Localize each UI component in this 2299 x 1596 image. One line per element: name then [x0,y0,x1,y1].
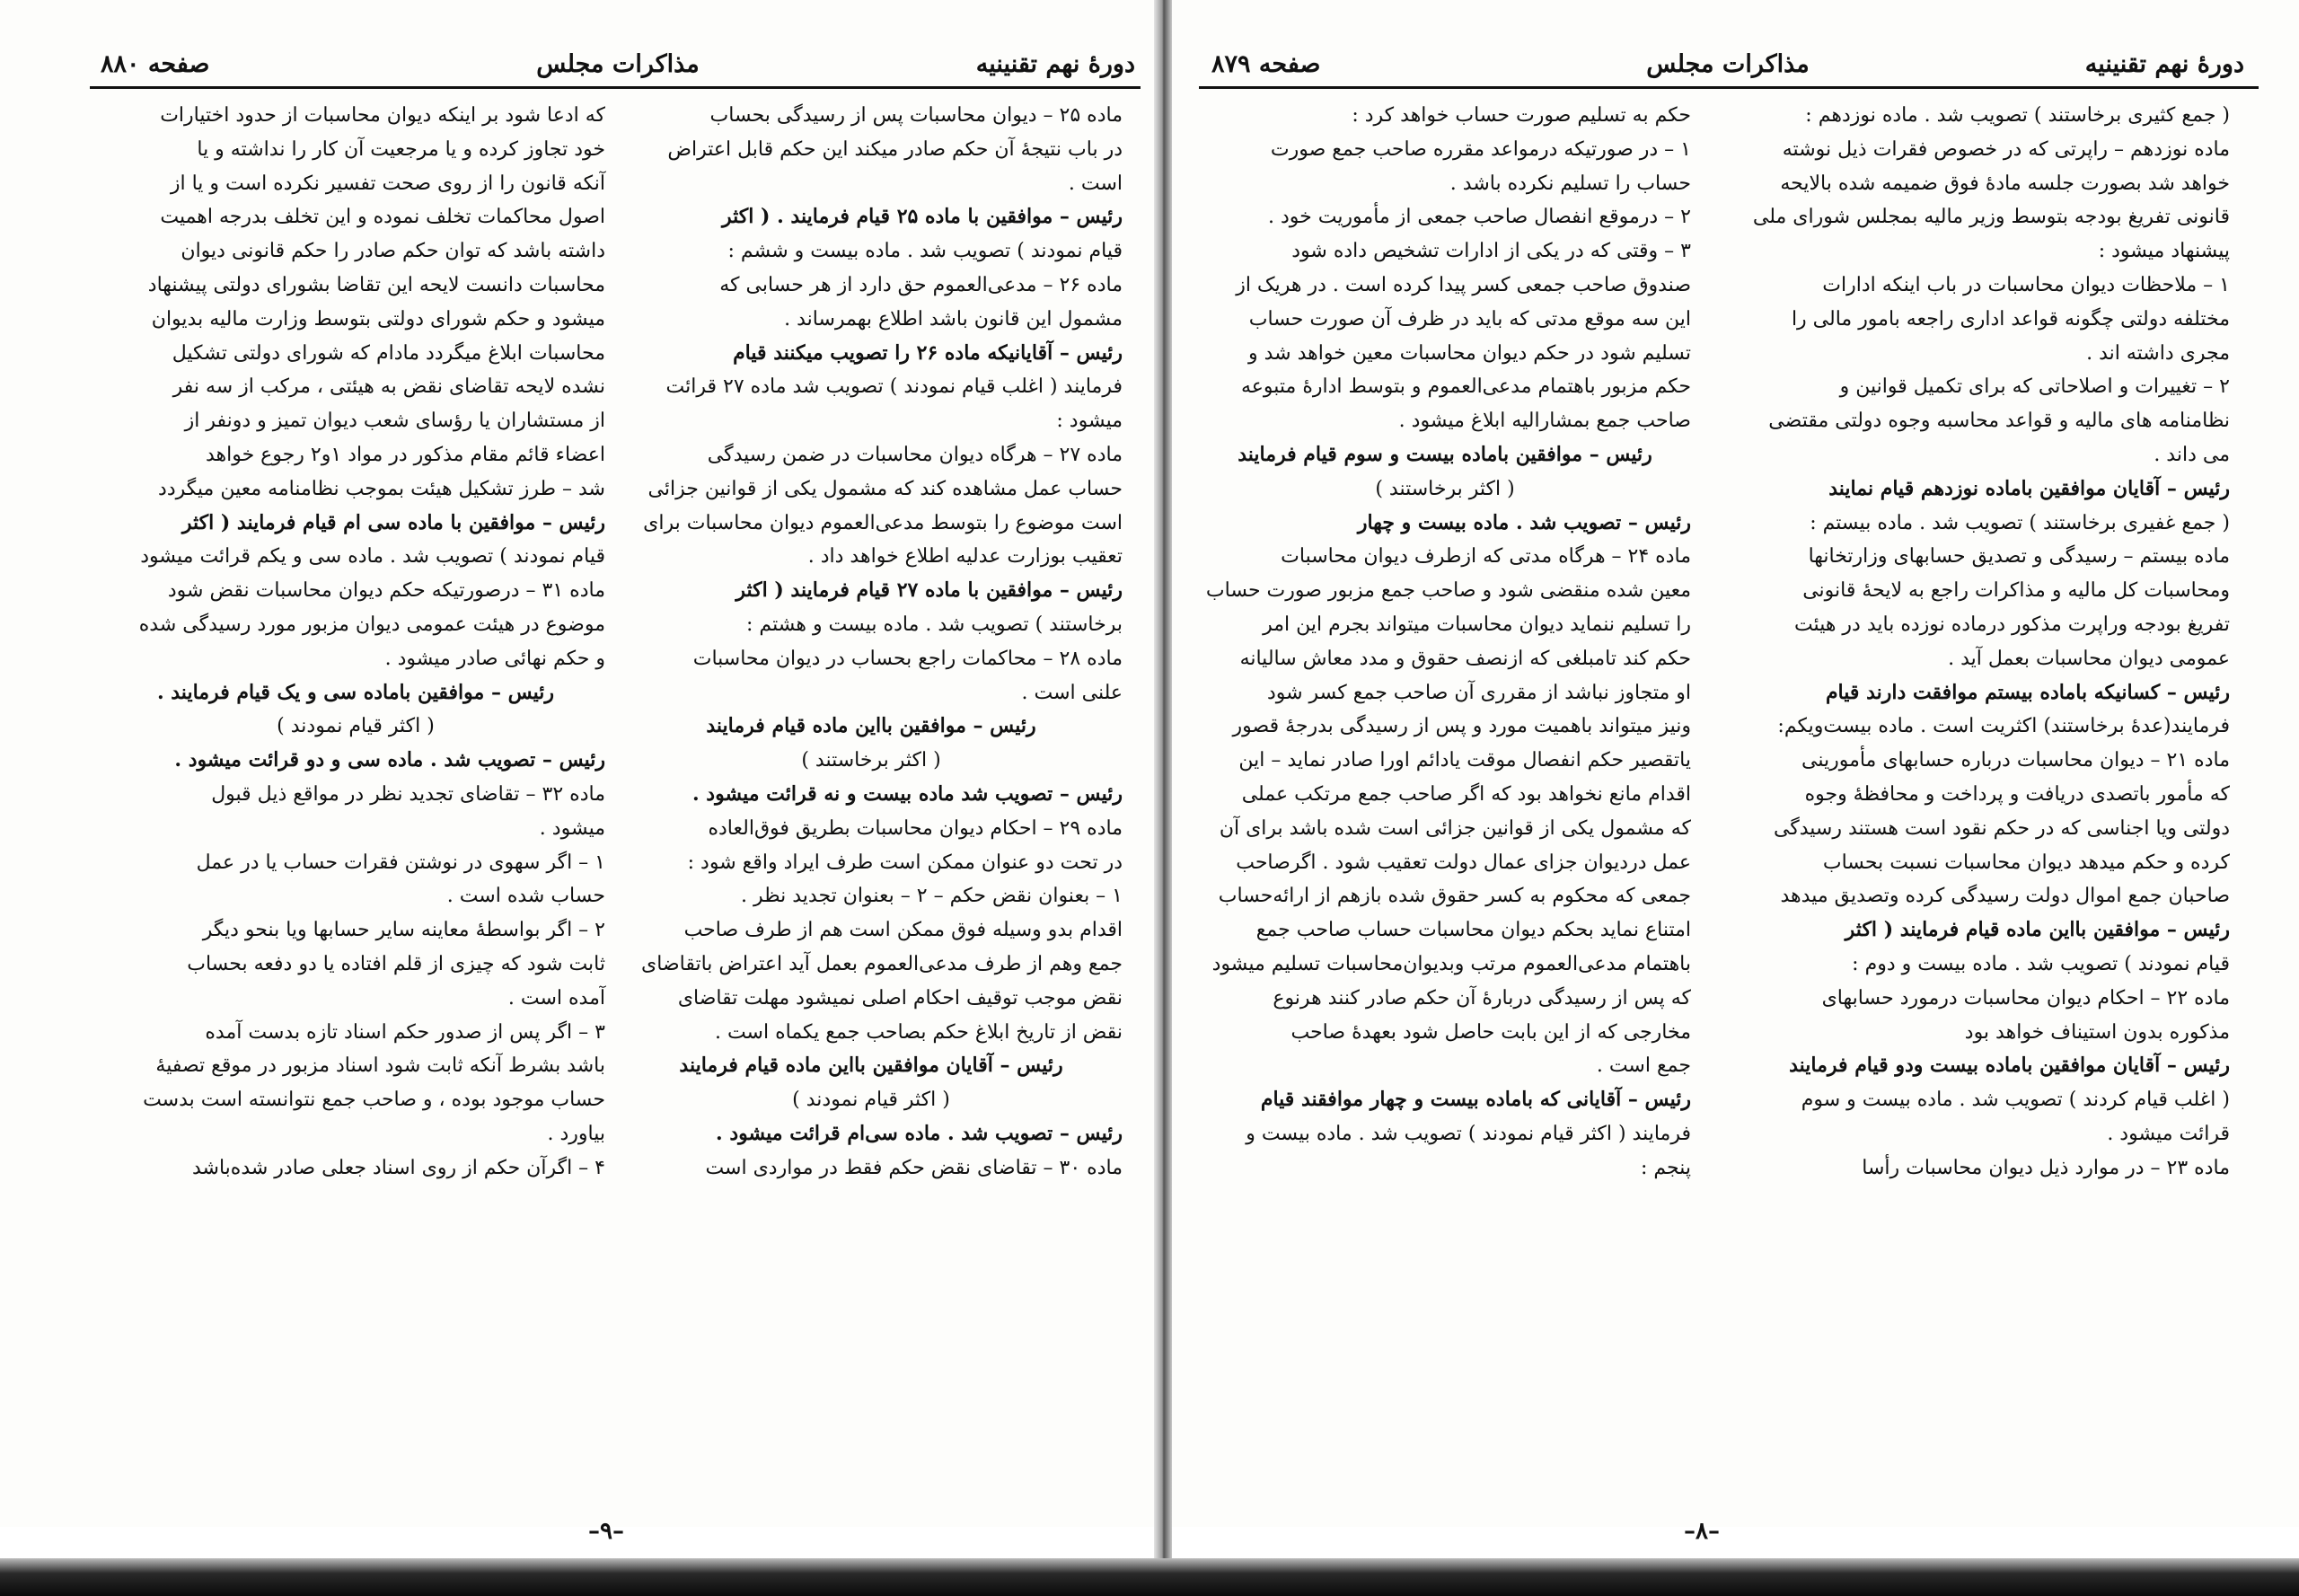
text-line: میشود : [1056,410,1123,433]
text-line: امتناع نماید بحکم دیوان محاسبات حساب صاحب جمع [1255,919,1691,942]
text-line: مخارجی که از این بابت حاصل شود بعهدهٔ صاحب [1290,1020,1691,1044]
text-line: رئیس – موافقین بااین ماده قیام فرمایند ( اکثر [1845,918,2230,942]
text-line: جمع وهم از طرف مدعی‌العموم بعمل آید اعتراض باتقاضای [641,952,1123,975]
text-line: رئیس – آقایان موافقین باماده بیست ودو قیام فرمایند [1789,1054,2230,1078]
text-line: ماده نوزدهم – راپرتی که در خصوص فقرات ذیل نوشته [1782,137,2230,161]
text-line: جمع است . [1596,1054,1691,1078]
text-line: ماده بیستم – رسیدگی و تصدیق حسابهای وزارتخانها [1808,545,2230,569]
text-line: بیاورد . [547,1122,605,1145]
text-line: باهتمام مدعی‌العموم مرتب وبدیوان‌محاسبات تسلیم میشود [1211,952,1691,975]
text-line: ماده ۳۰ – تقاضای نقض حکم فقط در مواردی است [705,1156,1123,1179]
text-line: جمعی که محکوم به کسر حقوق شده بازهم از ارائه‌حساب [1218,885,1691,908]
text-line: ماده ۲۷ – هرگاه دیوان محاسبات در ضمن رسیدگی [707,443,1123,466]
text-line: رئیس – موافقین باماده سی و یک قیام فرمایند . [156,680,555,704]
text-line: رئیس – تصویب شد . ماده بیست و چهار [1357,510,1691,534]
text-line: صاحب جمع بمشارالیه ابلاغ میشود . [1398,410,1691,433]
session-period: دورهٔ نهم تقنینیه [975,50,1135,78]
text-line: داشته باشد که توان حکم صادر را حکم قانونی دیوان [181,240,605,263]
journal-title: مذاکرات مجلس [1646,50,1810,78]
right-page-right-column [1727,99,2230,1186]
text-line: شد – طرز تشکیل هیئت بموجب نظامنامه معین میگردد [158,477,605,500]
text-line: محاسبات ابلاغ میگردد مادام که شورای دولتی تشکیل [172,341,605,365]
text-line: اصول محاکمات تخلف نموده و این تخلف بدرجه اهمیت [160,206,605,229]
text-line: ماده ۳۲ – تقاضای تجدید نظر در مواقع ذیل قبول [211,782,605,806]
text-line: قیام نمودند ) تصویب شد . ماده بیست و دوم : [1852,952,2230,975]
text-line: دولتی ویا اجناسی که در حکم نقود است هستند رسیدگی [1773,816,2230,840]
text-line: تفریغ بودجه وراپرت مذکور درماده نوزده باید در هیئت [1793,613,2230,636]
header-rule [90,86,1141,89]
page-number: صفحه ۸۷۹ [1211,50,1321,78]
text-line: باشد بشرط آنکه ثابت شود اسناد مزبور در موقع تصفیهٔ [155,1054,605,1078]
text-line: ماده ۲۶ – مدعی‌العموم حق دارد از هر حسابی که [719,273,1123,296]
text-line: او متجاوز نباشد از مقرری آن صاحب جمع کسر شود [1266,681,1691,704]
text-line: صندوق صاحب جمعی کسر پیدا کرده است . در هریک از [1236,273,1691,296]
left-page-left-column [106,99,605,1186]
text-line: که ادعا شود بر اینکه دیوان محاسبات از حدود اختیارات [160,104,605,127]
text-line: رئیس – تصویب شد ماده بیست و نه قرائت میشود . [691,781,1123,806]
text-line: ۲ – اگر بواسطهٔ معاینه سایر حسابها ویا بنحو دیگر [202,919,605,942]
scan-bottom-shadow [0,1558,2299,1596]
text-line: ( اکثر قیام نمودند ) [792,1089,950,1112]
text-line: آمده است . [507,986,605,1010]
text-line: حساب موجود بوده ، و صاحب جمع نتوانسته است بدست [143,1089,605,1112]
text-line: ( اغلب قیام کردند ) تصویب شد . ماده بیست و سوم [1801,1089,2230,1112]
text-line: آنکه قانون را از روی صحت تفسیر نکرده است و یا از [170,172,605,195]
page-number: صفحه ۸۸۰ [101,50,210,78]
folio-number: –۸– [1684,1518,1720,1545]
text-line: حکم به تسلیم صورت حساب خواهد کرد : [1352,104,1691,127]
text-line: که مشمول یکی از قوانین جزائی است شده باشد برای آن [1219,816,1691,840]
text-line: اقدام بدو وسیله فوق ممکن است هم از طرف صاحب [683,919,1123,942]
text-line: ۱ – ملاحظات دیوان محاسبات در باب اینکه ادارات [1822,273,2230,296]
text-line: رئیس – آقایانی که باماده بیست و چهار موافقند قیام [1260,1088,1691,1112]
text-line: محاسبات دانست لایحه این تقاضا بشورای دولتی پیشنهاد [147,273,605,296]
text-line: ۲ – درموقع انفصال صاحب جمعی از مأموریت خود . [1267,206,1691,229]
text-line: تعقیب بوزارت عدلیه اطلاع خواهد داد . [807,545,1123,569]
session-period: دورهٔ نهم تقنینیه [2084,50,2244,78]
text-line: حساب را تسلیم نکرده باشد . [1449,172,1691,195]
text-line: که مأمور باتصدی دریافت و پرداخت و محافظهٔ وجوه [1804,782,2230,806]
text-line: قیام نمودند ) تصویب شد . ماده بیست و ششم : [727,240,1123,263]
text-line: ماده ۳۱ – درصورتیکه حکم دیوان محاسبات نقض شود [167,579,605,603]
text-line: رئیس – موافقین با ماده سی ام قیام فرمایند ( اکثر [181,510,605,534]
text-line: مذکوره بدون استیناف خواهد بود [1964,1020,2230,1044]
text-line: فرمایند ( اغلب قیام نمودند ) تصویب شد ماده ۲۷ قرائت [665,375,1123,399]
text-line: ۳ – اگر پس از صدور حکم اسناد تازه بدست آمده [205,1020,605,1044]
text-line: پیشنهاد میشود : [2098,240,2230,263]
text-line: از مستشاران یا رؤسای شعب دیوان تمیز و دونفر از [184,410,605,433]
text-line: رئیس – تصویب شد . ماده سی و دو قرائت میشود . [174,748,605,772]
text-line: است . [1068,172,1123,195]
text-line: قرائت میشود . [2107,1122,2230,1145]
text-line: رئیس – کسانیکه باماده بیستم موافقت دارند قیام [1825,680,2230,704]
text-line: ثابت شود که چیزی از قلم افتاده یا دو دفعه بحساب [187,952,605,975]
left-page-right-column [620,99,1123,1186]
text-line: ۴ – اگرآن حکم از روی اسناد جعلی صادر شده‌باشد [192,1156,605,1179]
text-line: رئیس – آقایان موافقین باماده نوزدهم قیام نمایند [1828,476,2230,500]
journal-title: مذاکرات مجلس [536,50,700,78]
text-line: رئیس – تصویب شد . ماده سی‌ام قرائت میشود . [716,1121,1123,1145]
text-line: کرده و حکم میدهد دیوان محاسبات نسبت بحساب [1822,851,2230,874]
text-line: رئیس – آقایانیکه ماده ۲۶ را تصویب میکنند قیام [733,340,1123,365]
right-page [1172,0,2299,1545]
text-line: فرمایند ( اکثر قیام نمودند ) تصویب شد . ماده بیست و [1246,1122,1691,1145]
text-line: و حکم نهائی صادر میشود . [384,647,605,670]
book-gutter [1154,0,1172,1596]
text-line: موضوع در هیئت عمومی دیوان مزبور مورد رسیدگی شده [138,613,605,636]
text-line: عمل دردیوان جزای عمال دولت تعقیب شود . اگرصاحب [1236,851,1691,874]
text-line: ( اکثر برخاستند ) [801,749,941,772]
text-line: ماده ۲۱ – دیوان محاسبات درباره حسابهای مأمورینی [1801,749,2230,772]
text-line: علنی است . [1021,681,1123,704]
header-rule [1199,86,2259,89]
text-line: ۱ – در صورتیکه درمواعد مقرره صاحب جمع صورت [1270,137,1691,161]
text-line: قانونی تفریغ بودجه بتوسط وزیر مالیه بمجلس شورای ملی [1752,206,2230,229]
text-line: رئیس – آقایان موافقین بااین ماده قیام فرمایند [679,1054,1063,1078]
text-line: مجری داشته اند . [2086,341,2230,365]
text-line: عمومی دیوان محاسبات بعمل آید . [1948,647,2230,670]
text-line: حساب شده است . [446,885,605,908]
text-line: ونیز میتواند باهمیت مورد و پس از رسیدگی بدرجهٔ قصور [1232,715,1691,738]
text-line: نشده لایحه تقاضای نقض به هیئتی ، مرکب از سه نفر [172,375,605,399]
text-line: معین شده منقضی شود و صاحب جمع مزبور صورت حساب [1205,579,1691,603]
text-line: رئیس – موافقین بااین ماده قیام فرمایند [706,714,1036,738]
text-line: مختلفه دولتی چگونه قواعد اداری راجعه بامور مالی را [1791,307,2230,331]
text-line: ( اکثر برخاستند ) [1375,477,1515,500]
text-line: اقدام مانع نخواهد بود که اگر صاحب جمع مرتکب عملی [1241,782,1691,806]
text-line: ۱ – اگر سهوی در نوشتن فقرات حساب یا در عمل [196,851,605,874]
text-line: در تحت دو عنوان ممکن است طرف ایراد واقع شود : [687,851,1123,874]
text-line: ( اکثر قیام نمودند ) [277,715,435,738]
text-line: که پس از رسیدگی دربارهٔ آن حکم صادر کنند هرنوع [1273,986,1691,1010]
text-line: میشود و حکم شورای دولتی بتوسط وزارت مالیه بدیوان [151,307,605,331]
left-page-header [101,50,1135,88]
text-line: خود تجاوز کرده و یا مرجعیت آن کار را نداشته و یا [197,137,605,161]
text-line: نظامنامه های مالیه و قواعد محاسبه وجوه دولتی مقتضی [1768,410,2230,433]
text-line: ماده ۲۳ – در موارد ذیل دیوان محاسبات رأسا [1862,1156,2230,1179]
text-line: حساب عمل مشاهده کند که مشمول یکی از قوانین جزائی [647,477,1123,500]
text-line: ومحاسبات کل مالیه و مذاکرات راجع به لایحهٔ قانونی [1802,579,2230,603]
text-line: یاتقصیر حکم انفصال موقت یادائم اورا صادر نماید – این [1238,749,1691,772]
text-line: رئیس – موافقین باماده بیست و سوم قیام فرمایند [1238,442,1652,466]
text-line: ۱ – بعنوان نقض حکم – ۲ – بعنوان تجدید نظر . [740,885,1123,908]
text-line: است موضوع را بتوسط مدعی‌العموم دیوان محاسبات برای [643,511,1123,534]
text-line: ( جمع کثیری برخاستند ) تصویب شد . ماده نوزدهم : [1805,104,2230,127]
text-line: حکم کند تامبلغی که ازنصف حقوق و مدد معاش سالیانه [1239,647,1691,670]
text-line: ۳ – وقتی که در یکی از ادارات تشخیص داده شود [1291,240,1691,263]
text-line: ماده ۲۲ – احکام دیوان محاسبات درمورد حسابهای [1821,986,2230,1010]
folio-number: –۹– [588,1518,624,1545]
text-line: حکم مزبور باهتمام مدعی‌العموم و بتوسط ادارهٔ متبوعه [1240,375,1691,399]
text-line: ماده ۲۵ – دیوان محاسبات پس از رسیدگی بحساب [709,104,1123,127]
text-line: می داند . [2154,443,2230,466]
right-page-header [1211,50,2244,88]
text-line: فرمایند(عدهٔ برخاستند) اکثریت است . ماده بیست‌ویکم: [1777,715,2230,738]
text-line: مشمول این قانون باشد اطلاع بهمرساند . [784,307,1123,331]
text-line: پنجم : [1640,1156,1691,1179]
text-line: نقض موجب توقیف احکام اصلی نمیشود مهلت تقاضای [677,986,1123,1010]
text-line: ماده ۲۴ – هرگاه مدتی که ازطرف دیوان محاسبات [1281,545,1691,569]
text-line: را تسلیم ننماید دیوان محاسبات میتواند بجرم این امر [1263,613,1691,636]
text-line: رئیس – موافقین با ماده ۲۵ قیام فرمایند . ( اکثر [722,205,1123,229]
text-line: ( جمع غفیری برخاستند ) تصویب شد . ماده بیستم : [1810,511,2230,534]
text-line: این سه موقع مدتی که باید در ظرف آن صورت حساب [1248,307,1691,331]
text-line: در باب نتیجهٔ آن حکم صادر میکند این حکم قابل اعتراض [667,137,1123,161]
left-page [0,0,1154,1545]
text-line: ماده ۲۸ – محاکمات راجع بحساب در دیوان محاسبات [692,647,1123,670]
text-line: قیام نمودند ) تصویب شد . ماده سی و یکم قرائت میشود [140,545,605,569]
text-line: اعضاء قائم مقام مذکور در مواد ۱و۲ رجوع خواهد [205,443,605,466]
text-line: تسلیم شود در حکم دیوان محاسبات معین خواهد شد و [1247,341,1691,365]
right-page-left-column [1199,99,1691,1186]
text-line: رئیس – موافقین با ماده ۲۷ قیام فرمایند ( اکثر [736,578,1123,603]
text-line: ماده ۲۹ – احکام دیوان محاسبات بطریق فوق‌العاده [708,816,1123,840]
text-line: برخاستند ) تصویب شد . ماده بیست و هشتم : [746,613,1123,636]
text-line: ۲ – تغییرات و اصلاحاتی که برای تکمیل قوانین و [1839,375,2230,399]
text-line: خواهد شد بصورت جلسه مادهٔ فوق ضمیمه شده بالایحه [1780,172,2230,195]
text-line: نقض از تاریخ ابلاغ حکم بصاحب جمع یکماه است . [714,1020,1123,1044]
text-line: صاحبان جمع اموال دولت رسیدگی کرده وتصدیق میدهد [1780,885,2230,908]
text-line: میشود . [539,816,605,840]
